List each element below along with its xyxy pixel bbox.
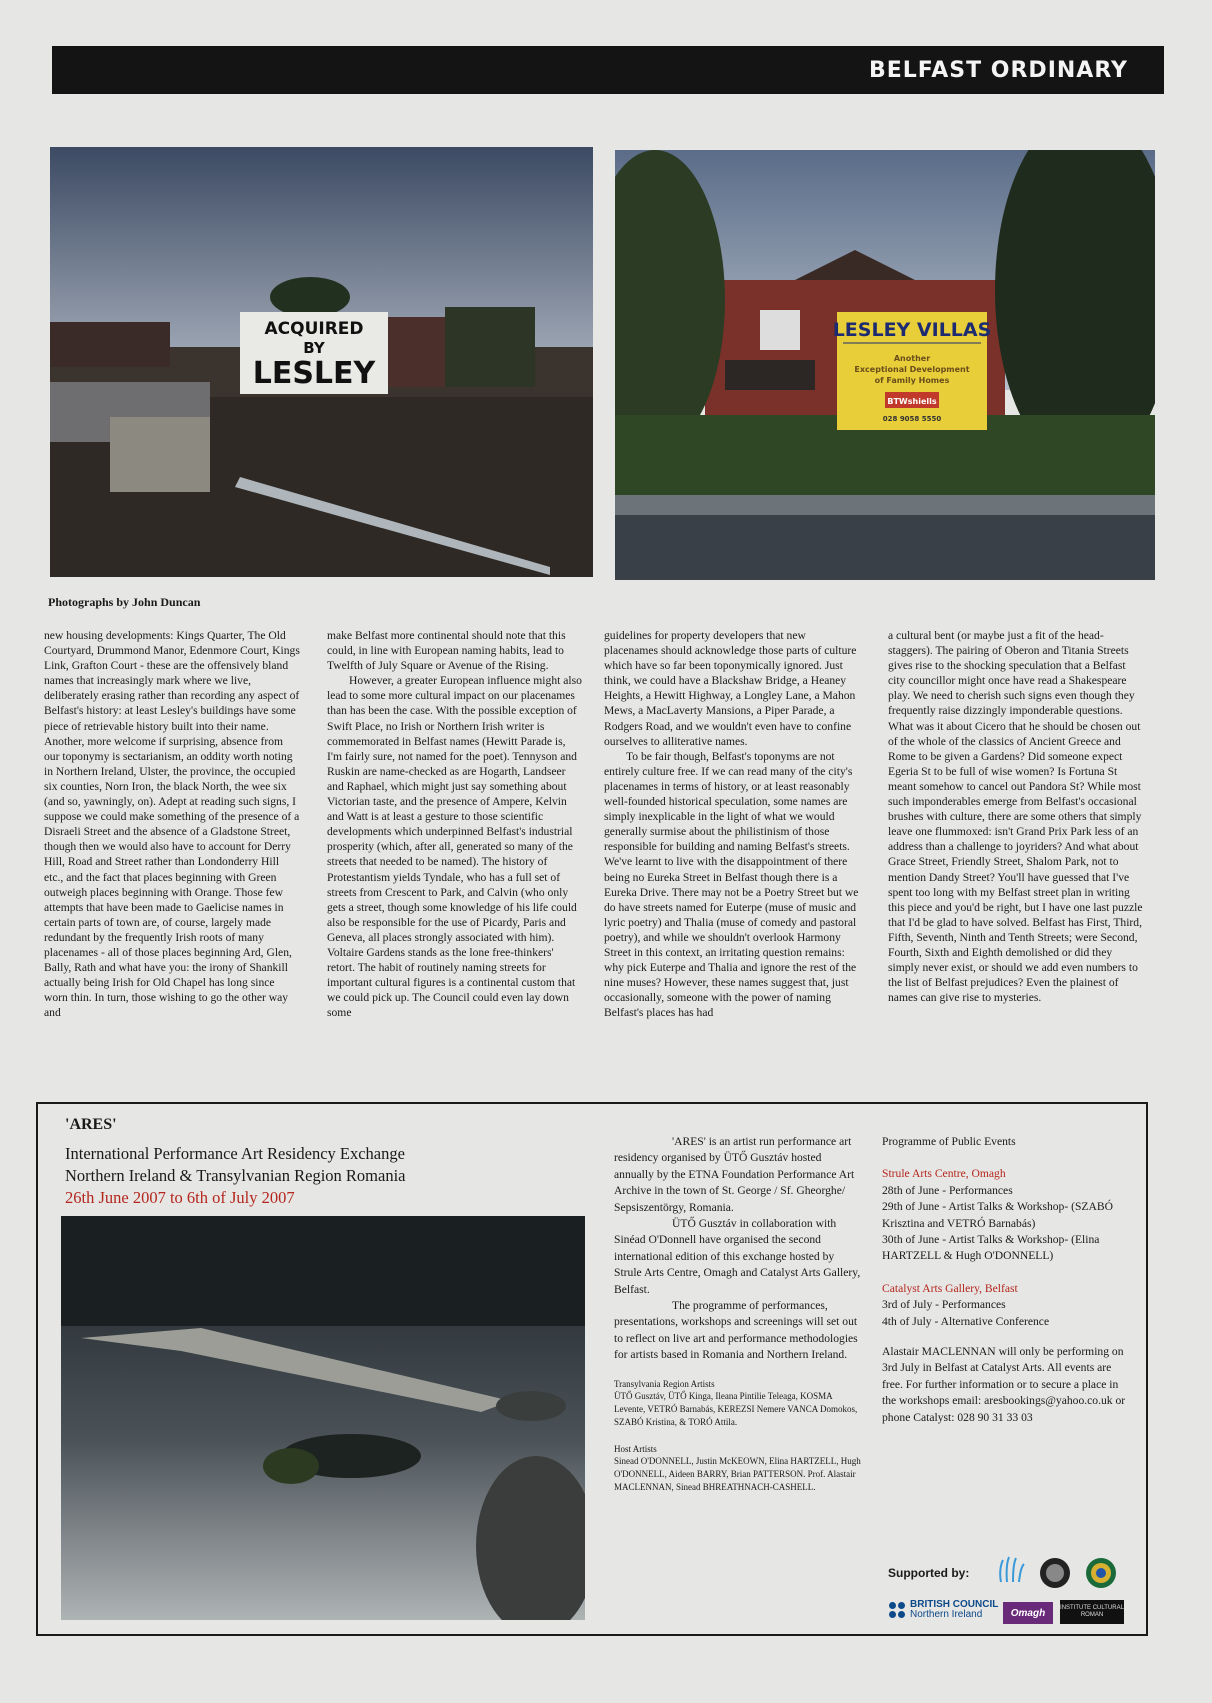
paragraph: Another, more welcome if surprising, absence from our toponymy is sectarianism, an oddity worth noting in Northern Ireland, Ulster, the province, the occupied six counties, Norn Iron, the black North, the wee six (and so, yawningly, on). Adept at reading such signs, I suppose we could make something of the presence of a Disraeli Street and the absence of a Gladstone Street, though then we would also have to account for Derry Hill, Road and Street rather than Londonderry Hill etc., and the fact that places beginning with Green outweigh places beginning with Orange. Those few attempts that have been made to Gaelicise names in certain parts of town are, of course, largely made redundant by the frequently Irish roots of many placenames - all of those places beginning Ard, Glen, Bally, Rath and what have you: the irony of Shankill actually being Irish for Old Chapel has long since worn thin. In turn, those wishing to go the other way and <box>44 734 300 1020</box>
omagh-logo: Omagh <box>1003 1602 1053 1624</box>
sign-text-phone: 028 9058 5550 <box>882 415 942 423</box>
paragraph: new housing developments: Kings Quarter, The Old Courtyard, Drummond Manor, Edenmore Court, Kings Link, Grafton Court - these are the offensively bland names that increasingly mark where we live, deliberately erasing rather than recording any aspect of Belfast's history: at least Lesley's buildings have some piece of retrievable history built into their name. <box>44 629 300 733</box>
article-column-3 <box>604 628 860 1020</box>
event-item: 28th of June - Performances <box>882 1183 1013 1197</box>
event-item: 3rd of July - Performances <box>882 1298 1006 1312</box>
photo-lesley-villas <box>615 150 1155 580</box>
ares-advert <box>36 1102 1148 1636</box>
article-column-4 <box>888 628 1144 1005</box>
photo-acquired-by-lesley <box>50 147 593 577</box>
ares-subtitle-regions: Northern Ireland & Transylvanian Region Romania <box>65 1166 406 1185</box>
section-title: BELFAST ORDINARY <box>868 57 1128 83</box>
hand-logo-icon <box>993 1552 1029 1588</box>
institute-logo: INSTITUTE CULTURAL ROMAN <box>1060 1600 1124 1624</box>
ares-dates: 26th June 2007 to 6th of July 2007 <box>65 1188 295 1207</box>
paragraph: 'ARES' is an artist run performance art residency organised by ÜTŐ Gusztáv hosted annually by the ETNA Foundation Performance Art Archive in the town of St. George / Sf. Gheorghe/ Sepsiszentörgy, Romania. <box>614 1135 855 1214</box>
british-council-logo <box>888 1600 998 1620</box>
photo-credit: Photographs by John Duncan <box>48 595 201 609</box>
sign-text-family-homes: of Family Homes <box>874 376 950 385</box>
sign-text-agent: BTWshiells <box>887 397 937 406</box>
seal-logo-icon <box>1038 1556 1072 1590</box>
sign-text-by: BY <box>303 339 325 357</box>
paragraph: make Belfast more continental should note that this could, in line with European naming habits, lead to Twelfth of July Square or Avenue of the Rising. <box>327 629 566 673</box>
ares-subtitle: International Performance Art Residency Exchange <box>65 1144 405 1163</box>
section-header <box>52 46 1164 94</box>
ares-note: Alastair MACLENNAN will only be performing on 3rd July in Belfast at Catalyst Arts. All events are free. For further information or to secure a place in the workshops email: aresbookings@yahoo.co.uk or phone Catalyst: 028 90 31 33 03 <box>882 1345 1126 1424</box>
article-column-2 <box>327 628 583 1020</box>
transylvania-artists-heading: Transylvania Region Artists <box>614 1378 715 1389</box>
ares-title: 'ARES' <box>65 1116 117 1133</box>
transylvania-artists-list: ÜTŐ Gusztáv, ÜTŐ Kinga, Ileana Pintilie Teleaga, KOSMA Levente, VETRÓ Barnabás, KEREZSI Nemere VANCA Domokos, SZABÓ Kristina, & TORÓ Attila. <box>614 1390 858 1427</box>
paragraph: a cultural bent (or maybe just a fit of the head-staggers). The pairing of Oberon and Titania Streets gives rise to the shocking speculation that a Belfast city councillor might once have read a Shakespeare play. We need to cherish such signs even though they frequently raise dizzingly imponderable questions. What was it about Cicero that he should be chosen out of the whole of the classics of Ancient Greece and Rome to be given a Gardens? Did someone expect Egeria St to be full of wise women? Is Fortuna St meant somehow to cancel out Pandora St? While most such imponderables emerge from Belfast's occasional brushes with culture, there are some others that simply leave one flummoxed: isn't Grand Prix Park less of an address than a challenge to joyriders? And what about Grace Street, Friendly Street, Shalom Park, not to mention Dandy Street? You'll have guessed that I've spent too long with my Belfast street plan in writing this piece and you'd be right, but I have one last puzzle that I'd be glad to have solved. Belfast has First, Third, Fifth, Seventh, Ninth and Tenth Streets; were Second, Fourth, Sixth and Eighth demolished or did they simply never exist, or should we add even numbers to the list of Belfast prejudices? Even the plainest of names can give rise to mysteries. <box>888 629 1143 1005</box>
venue-strule: Strule Arts Centre, Omagh <box>882 1167 1006 1181</box>
sign-text-development: Exceptional Development <box>854 365 970 374</box>
ares-description <box>614 1134 864 1494</box>
sign-text-another: Another <box>893 354 931 363</box>
sign-text-lesley: LESLEY <box>252 356 376 391</box>
sign-text-lesley-villas: LESLEY VILLAS <box>832 319 992 341</box>
host-artists-list: Sinead O'DONNELL, Justin McKEOWN, Elina HARTZELL, Hugh O'DONNELL, Aideen BARRY, Brian PATTERSON. Prof. Alastair MACLENNAN, Sinead BHREATHNACH-CASHELL. <box>614 1455 861 1492</box>
host-artists-heading: Host Artists <box>614 1443 657 1454</box>
british-council-dots-icon <box>888 1601 906 1619</box>
sign-text-acquired: ACQUIRED <box>264 319 364 339</box>
supported-by-label: Supported by: <box>888 1566 970 1580</box>
ares-programme <box>882 1134 1134 1426</box>
paragraph: ÜTŐ Gusztáv in collaboration with Sinéad O'Donnell have organised the second international edition of this exchange hosted by Strule Arts Centre, Omagh and Catalyst Arts Gallery, Belfast. <box>614 1217 861 1296</box>
paragraph: The programme of performances, presentations, workshops and screenings will set out to reflect on live art and performance methodologies for artists based in Romania and Northern Ireland. <box>614 1299 858 1362</box>
paragraph: guidelines for property developers that new placenames should acknowledge those parts of culture which have so far been toponymically ignored. Just think, we could have a Blackshaw Bridge, a Heaney Heights, a Hewitt Highway, a Longley Lane, a Mahon Mews, a MacLaverty Mansions, a Piper Parade, a Rodgers Road, and we wouldn't even have to confine ourselves to alliterative names. <box>604 629 857 748</box>
event-item: 30th of June - Artist Talks & Workshop- (Elina HARTZELL & Hugh O'DONNELL) <box>882 1233 1100 1263</box>
british-council-name: BRITISH COUNCIL <box>910 1599 999 1610</box>
article-column-1 <box>44 628 300 1020</box>
paragraph: However, a greater European influence might also lead to some more cultural impact on our placenames than has been the case. With the possible exception of Swift Place, no Irish or Northern Irish writer is commemorated in Belfast names (Hewitt Parade is, I'm fairly sure, not named for the poet). Tennyson and Ruskin are name-checked as are Hogarth, Landseer and Raphael, which might just say something about Victorian taste, and the presence of Ampere, Kelvin and Watt is at least a gesture to those scientific developments which underpinned Belfast's industrial prosperity (which, after all, generated so many of the streets that needed to be named). The history of Protestantism yields Tyndale, who has a full set of streets from Crescent to Park, and Calvin (who only gets a street, though some knowledge of his life could also be responsible for the use of Picardy, Paris and Geneva, all places strongly associated with him). Voltaire Gardens stands as the lone free-thinkers' retort. The habit of routinely naming streets for important cultural figures is a continental custom that we could pick up. The Council could even lay down some <box>327 674 582 1020</box>
event-item: 4th of July - Alternative Conference <box>882 1314 1050 1328</box>
emblem-logo-icon <box>1084 1556 1118 1590</box>
british-council-region: Northern Ireland <box>910 1609 983 1620</box>
ares-photo-pier <box>61 1216 585 1620</box>
venue-catalyst: Catalyst Arts Gallery, Belfast <box>882 1281 1018 1295</box>
programme-heading: Programme of Public Events <box>882 1135 1016 1148</box>
event-item: 29th of June - Artist Talks & Workshop- (SZABÓ Krisztina and VETRÓ Barnabás) <box>882 1200 1113 1230</box>
paragraph: To be fair though, Belfast's toponyms are not entirely culture free. If we can read many of the city's placenames in terms of history, or at least reasonably well-founded historical speculation, some names are simply inexplicable in the light of what we would generally surmise about the philistinism of those responsible for building and naming Belfast's streets. We've learnt to live with the disappointment of there being no Eureka Street in Belfast though there is a Eureka Drive. There may not be a Poetry Street but we do have streets named for Euterpe (muse of music and lyric poetry) and Thalia (muse of comedy and pastoral poetry), and while we shouldn't overlook Harmony Street in this context, an irritating question remains: why pick Euterpe and Thalia and ignore the rest of the nine muses? However, these names suggest that, just occasionally, someone with the power of naming Belfast's places has had <box>604 749 859 1020</box>
